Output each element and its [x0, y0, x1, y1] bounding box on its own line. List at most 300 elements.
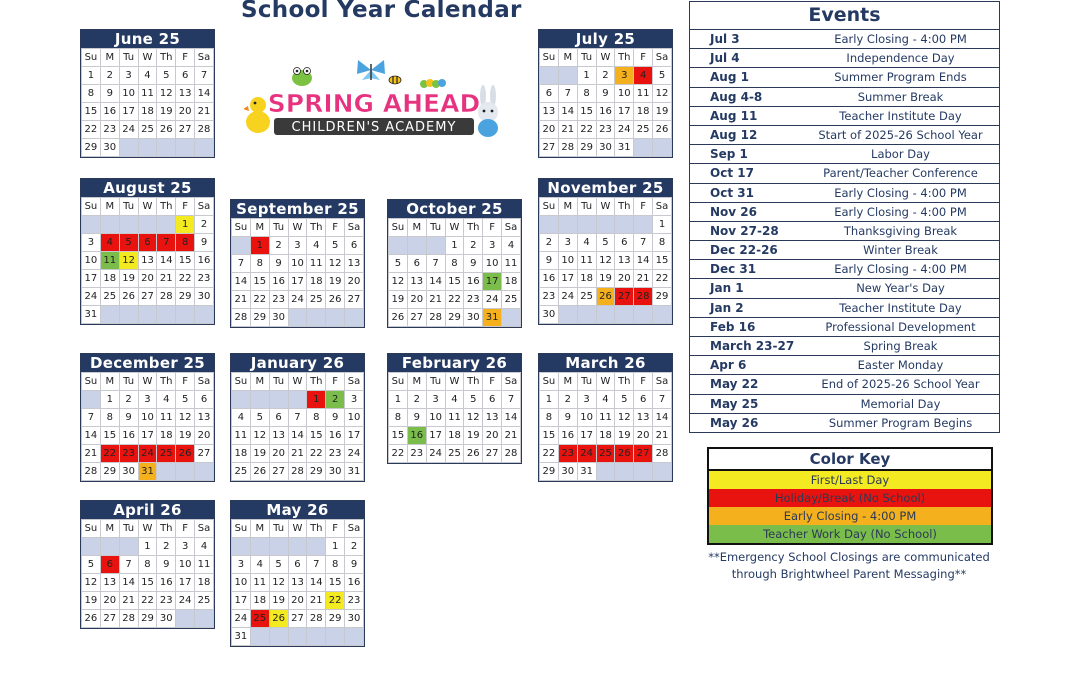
event-date: Aug 11 — [710, 108, 758, 123]
weekday-header: Sa — [195, 49, 214, 67]
day-cell: 17 — [483, 273, 502, 291]
color-key-list — [709, 471, 991, 543]
month-grid — [539, 48, 672, 157]
day-cell: 6 — [634, 391, 653, 409]
day-cell: 21 — [288, 445, 307, 463]
day-cell: 24 — [232, 610, 251, 628]
weekday-header: W — [138, 520, 157, 538]
weekday-header: Su — [540, 373, 559, 391]
event-name: Early Closing - 4:00 PM — [834, 185, 967, 200]
event-date: Jan 2 — [710, 300, 744, 315]
day-cell: 10 — [82, 252, 101, 270]
event-row — [690, 68, 999, 87]
empty-day-cell — [634, 463, 653, 481]
color-key-item: Teacher Work Day (No School) — [709, 525, 991, 543]
month-title: June 25 — [81, 30, 214, 48]
empty-day-cell — [138, 306, 157, 324]
day-cell: 11 — [445, 409, 464, 427]
event-name: Summer Program Ends — [834, 70, 967, 85]
empty-day-cell — [407, 237, 426, 255]
day-cell: 22 — [653, 270, 672, 288]
event-name: Teacher Institute Day — [839, 300, 962, 315]
day-cell: 25 — [138, 121, 157, 139]
day-cell: 14 — [502, 409, 521, 427]
weekday-header: F — [634, 198, 653, 216]
day-cell: 3 — [82, 234, 101, 252]
day-cell: 5 — [464, 391, 483, 409]
week-row — [232, 556, 364, 574]
empty-day-cell — [195, 139, 214, 157]
day-cell: 16 — [407, 427, 426, 445]
event-row — [690, 49, 999, 68]
week-row — [232, 445, 364, 463]
events-panel — [689, 1, 1000, 433]
weekday-header: Tu — [577, 49, 596, 67]
day-cell: 26 — [250, 463, 269, 481]
day-cell: 4 — [502, 237, 521, 255]
day-cell: 13 — [483, 409, 502, 427]
empty-day-cell — [634, 139, 653, 157]
weekday-header: W — [445, 373, 464, 391]
day-cell: 22 — [250, 291, 269, 309]
day-cell: 6 — [483, 391, 502, 409]
day-cell: 21 — [634, 270, 653, 288]
day-cell: 23 — [407, 445, 426, 463]
empty-day-cell — [615, 463, 634, 481]
empty-day-cell — [269, 391, 288, 409]
emergency-note-line: through Brightwheel Parent Messaging** — [731, 567, 967, 581]
week-row — [82, 592, 214, 610]
day-cell: 18 — [634, 103, 653, 121]
month-calendar — [80, 500, 215, 629]
day-cell: 6 — [138, 234, 157, 252]
day-cell: 27 — [615, 288, 634, 306]
day-cell: 28 — [307, 610, 326, 628]
empty-day-cell — [195, 463, 214, 481]
day-cell: 4 — [195, 538, 214, 556]
day-cell: 8 — [307, 409, 326, 427]
day-cell: 4 — [138, 67, 157, 85]
day-cell: 17 — [288, 273, 307, 291]
empty-day-cell — [119, 216, 138, 234]
day-cell: 26 — [269, 610, 288, 628]
event-row — [690, 126, 999, 145]
weekday-header: Su — [389, 373, 408, 391]
day-cell: 7 — [195, 67, 214, 85]
weekday-header: Sa — [653, 49, 672, 67]
day-cell: 6 — [288, 556, 307, 574]
weekday-header: Th — [464, 373, 483, 391]
day-cell: 19 — [326, 273, 345, 291]
day-cell: 26 — [157, 121, 176, 139]
color-key-item: Holiday/Break (No School) — [709, 489, 991, 507]
day-cell: 14 — [232, 273, 251, 291]
day-cell: 7 — [426, 255, 445, 273]
weekday-header: Su — [232, 520, 251, 538]
day-cell: 13 — [634, 409, 653, 427]
week-row — [389, 309, 521, 327]
day-cell: 6 — [615, 234, 634, 252]
event-row — [690, 145, 999, 164]
empty-day-cell — [269, 538, 288, 556]
day-cell: 21 — [653, 427, 672, 445]
event-date: Feb 16 — [710, 319, 756, 334]
empty-day-cell — [82, 538, 101, 556]
empty-day-cell — [288, 309, 307, 327]
day-cell: 25 — [577, 288, 596, 306]
day-cell: 31 — [138, 463, 157, 481]
weekday-header: Tu — [577, 198, 596, 216]
day-cell: 24 — [119, 121, 138, 139]
weekday-header: Th — [157, 520, 176, 538]
weekday-header: Tu — [426, 219, 445, 237]
week-row — [540, 252, 672, 270]
weekday-header: Su — [82, 373, 101, 391]
day-cell: 20 — [540, 121, 559, 139]
weekday-header: W — [288, 373, 307, 391]
day-cell: 23 — [157, 592, 176, 610]
day-cell: 23 — [100, 121, 119, 139]
event-row — [690, 203, 999, 222]
empty-day-cell — [82, 391, 101, 409]
day-cell: 16 — [195, 252, 214, 270]
day-cell: 28 — [195, 121, 214, 139]
weekday-header: M — [250, 520, 269, 538]
week-row — [389, 255, 521, 273]
empty-day-cell — [558, 216, 577, 234]
empty-day-cell — [288, 538, 307, 556]
empty-day-cell — [157, 306, 176, 324]
weekday-header: F — [176, 373, 195, 391]
weekday-header: Tu — [577, 373, 596, 391]
day-cell: 20 — [100, 592, 119, 610]
day-cell: 20 — [407, 291, 426, 309]
week-row — [540, 288, 672, 306]
day-cell: 21 — [82, 445, 101, 463]
event-date: May 22 — [710, 377, 759, 392]
week-row — [232, 610, 364, 628]
day-cell: 28 — [82, 463, 101, 481]
empty-day-cell — [634, 216, 653, 234]
day-cell: 22 — [577, 121, 596, 139]
day-cell: 7 — [157, 234, 176, 252]
day-cell: 8 — [138, 556, 157, 574]
day-cell: 27 — [100, 610, 119, 628]
week-row — [82, 463, 214, 481]
month-calendar — [230, 353, 365, 482]
day-cell: 29 — [326, 610, 345, 628]
event-date: Nov 26 — [710, 204, 757, 219]
day-cell: 3 — [176, 538, 195, 556]
day-cell: 10 — [288, 255, 307, 273]
day-cell: 1 — [445, 237, 464, 255]
empty-day-cell — [195, 610, 214, 628]
emergency-note-line: **Emergency School Closings are communicated — [708, 550, 990, 564]
day-cell: 7 — [288, 409, 307, 427]
day-cell: 15 — [445, 273, 464, 291]
caterpillar-icon — [420, 79, 446, 88]
day-cell: 10 — [232, 574, 251, 592]
day-cell: 21 — [502, 427, 521, 445]
day-cell: 23 — [558, 445, 577, 463]
day-cell: 9 — [407, 409, 426, 427]
day-cell: 1 — [250, 237, 269, 255]
day-cell: 9 — [540, 252, 559, 270]
day-cell: 18 — [138, 103, 157, 121]
day-cell: 12 — [82, 574, 101, 592]
day-cell: 30 — [596, 139, 615, 157]
day-cell: 8 — [389, 409, 408, 427]
day-cell: 14 — [288, 427, 307, 445]
emergency-note — [707, 549, 991, 583]
month-title: December 25 — [81, 354, 214, 372]
bee-icon — [389, 76, 401, 84]
day-cell: 30 — [326, 463, 345, 481]
day-cell: 20 — [615, 270, 634, 288]
event-date: Jan 1 — [710, 281, 744, 296]
day-cell: 25 — [445, 445, 464, 463]
day-cell: 2 — [100, 67, 119, 85]
day-cell: 22 — [176, 270, 195, 288]
day-cell: 29 — [176, 288, 195, 306]
event-date: Dec 31 — [710, 262, 757, 277]
day-cell: 19 — [250, 445, 269, 463]
day-cell: 30 — [269, 309, 288, 327]
day-cell: 6 — [269, 409, 288, 427]
day-cell: 7 — [307, 556, 326, 574]
day-cell: 27 — [269, 463, 288, 481]
event-name: Independence Day — [846, 51, 955, 66]
event-name: Parent/Teacher Conference — [823, 166, 978, 181]
week-row — [82, 556, 214, 574]
weekday-header: Th — [157, 49, 176, 67]
day-cell: 16 — [540, 270, 559, 288]
day-cell: 5 — [615, 391, 634, 409]
weekday-header: W — [596, 198, 615, 216]
day-cell: 27 — [288, 610, 307, 628]
day-cell: 19 — [596, 270, 615, 288]
day-cell: 7 — [634, 234, 653, 252]
day-cell: 30 — [195, 288, 214, 306]
day-cell: 12 — [157, 85, 176, 103]
month-title: September 25 — [231, 200, 364, 218]
event-date: Oct 31 — [710, 185, 754, 200]
week-row — [82, 574, 214, 592]
day-cell: 21 — [558, 121, 577, 139]
empty-day-cell — [269, 628, 288, 646]
day-cell: 11 — [596, 409, 615, 427]
event-date: May 25 — [710, 396, 759, 411]
event-date: Dec 22-26 — [710, 243, 778, 258]
day-cell: 3 — [119, 67, 138, 85]
day-cell: 11 — [502, 255, 521, 273]
weekday-header: M — [558, 198, 577, 216]
day-cell: 4 — [577, 234, 596, 252]
empty-day-cell — [176, 139, 195, 157]
weekday-header: W — [445, 219, 464, 237]
day-cell: 8 — [445, 255, 464, 273]
event-name: Teacher Institute Day — [839, 108, 962, 123]
day-cell: 21 — [232, 291, 251, 309]
day-cell: 5 — [82, 556, 101, 574]
day-cell: 2 — [407, 391, 426, 409]
day-cell: 10 — [345, 409, 364, 427]
empty-day-cell — [157, 463, 176, 481]
week-row — [232, 309, 364, 327]
day-cell: 9 — [269, 255, 288, 273]
event-name: Early Closing - 4:00 PM — [834, 32, 967, 46]
day-cell: 27 — [634, 445, 653, 463]
month-calendar — [80, 178, 215, 325]
month-grid — [231, 372, 364, 481]
day-cell: 22 — [138, 592, 157, 610]
color-key-title: Color Key — [709, 449, 991, 471]
weekday-header: F — [634, 373, 653, 391]
day-cell: 12 — [176, 409, 195, 427]
weekday-header: M — [100, 49, 119, 67]
day-cell: 14 — [634, 252, 653, 270]
day-cell: 18 — [250, 592, 269, 610]
day-cell: 24 — [345, 445, 364, 463]
day-cell: 3 — [345, 391, 364, 409]
day-cell: 17 — [138, 427, 157, 445]
week-row — [389, 291, 521, 309]
weekday-header: Tu — [119, 520, 138, 538]
day-cell: 19 — [615, 427, 634, 445]
day-cell: 27 — [176, 121, 195, 139]
month-grid — [539, 372, 672, 481]
weekday-header: W — [596, 373, 615, 391]
day-cell: 25 — [502, 291, 521, 309]
day-cell: 9 — [558, 409, 577, 427]
day-cell: 4 — [596, 391, 615, 409]
week-row — [389, 391, 521, 409]
week-row — [232, 427, 364, 445]
day-cell: 14 — [558, 103, 577, 121]
empty-day-cell — [307, 538, 326, 556]
day-cell: 31 — [345, 463, 364, 481]
weekday-header: Tu — [269, 373, 288, 391]
empty-day-cell — [176, 610, 195, 628]
event-row — [690, 241, 999, 260]
week-row — [540, 391, 672, 409]
empty-day-cell — [119, 538, 138, 556]
day-cell: 18 — [195, 574, 214, 592]
day-cell: 23 — [540, 288, 559, 306]
day-cell: 17 — [615, 103, 634, 121]
day-cell: 7 — [502, 391, 521, 409]
empty-day-cell — [596, 306, 615, 324]
weekday-header: Su — [232, 219, 251, 237]
day-cell: 12 — [464, 409, 483, 427]
day-cell: 22 — [82, 121, 101, 139]
day-cell: 28 — [634, 288, 653, 306]
weekday-header: Su — [82, 520, 101, 538]
empty-day-cell — [326, 309, 345, 327]
weekday-header: F — [326, 373, 345, 391]
day-cell: 9 — [345, 556, 364, 574]
day-cell: 11 — [577, 252, 596, 270]
day-cell: 15 — [577, 103, 596, 121]
day-cell: 4 — [250, 556, 269, 574]
day-cell: 7 — [119, 556, 138, 574]
day-cell: 8 — [577, 85, 596, 103]
day-cell: 29 — [82, 139, 101, 157]
day-cell: 14 — [119, 574, 138, 592]
day-cell: 28 — [502, 445, 521, 463]
empty-day-cell — [250, 391, 269, 409]
event-date: May 26 — [710, 415, 759, 430]
weekday-header: Sa — [345, 373, 364, 391]
day-cell: 26 — [176, 445, 195, 463]
day-cell: 10 — [615, 85, 634, 103]
empty-day-cell — [232, 237, 251, 255]
month-grid — [81, 519, 214, 628]
day-cell: 13 — [345, 255, 364, 273]
month-grid — [81, 372, 214, 481]
day-cell: 30 — [345, 610, 364, 628]
weekday-header: M — [407, 219, 426, 237]
bunny-icon — [478, 85, 498, 137]
week-row — [82, 139, 214, 157]
day-cell: 30 — [157, 610, 176, 628]
day-cell: 24 — [176, 592, 195, 610]
month-calendar — [230, 199, 365, 328]
day-cell: 26 — [119, 288, 138, 306]
day-cell: 23 — [326, 445, 345, 463]
month-calendar — [538, 29, 673, 158]
color-key-item: Early Closing - 4:00 PM — [709, 507, 991, 525]
event-name: Winter Break — [863, 243, 938, 258]
week-row — [82, 234, 214, 252]
empty-day-cell — [615, 306, 634, 324]
day-cell: 9 — [464, 255, 483, 273]
day-cell: 24 — [483, 291, 502, 309]
day-cell: 11 — [232, 427, 251, 445]
day-cell: 26 — [326, 291, 345, 309]
day-cell: 27 — [407, 309, 426, 327]
day-cell: 2 — [326, 391, 345, 409]
day-cell: 1 — [326, 538, 345, 556]
day-cell: 30 — [100, 139, 119, 157]
day-cell: 21 — [426, 291, 445, 309]
empty-day-cell — [82, 216, 101, 234]
day-cell: 6 — [407, 255, 426, 273]
day-cell: 23 — [345, 592, 364, 610]
day-cell: 12 — [615, 409, 634, 427]
day-cell: 9 — [596, 85, 615, 103]
day-cell: 30 — [464, 309, 483, 327]
day-cell: 2 — [195, 216, 214, 234]
event-name: Professional Development — [825, 319, 976, 334]
empty-day-cell — [345, 309, 364, 327]
empty-day-cell — [596, 463, 615, 481]
month-calendar — [387, 199, 522, 328]
day-cell: 13 — [138, 252, 157, 270]
event-name: Memorial Day — [860, 396, 941, 411]
logo-title: SPRING AHEAD — [267, 89, 481, 118]
day-cell: 25 — [100, 288, 119, 306]
empty-day-cell — [426, 237, 445, 255]
event-row — [690, 395, 999, 414]
day-cell: 29 — [445, 309, 464, 327]
day-cell: 3 — [558, 234, 577, 252]
month-grid — [388, 372, 521, 463]
week-row — [232, 463, 364, 481]
day-cell: 9 — [157, 556, 176, 574]
day-cell: 29 — [540, 463, 559, 481]
week-row — [389, 273, 521, 291]
